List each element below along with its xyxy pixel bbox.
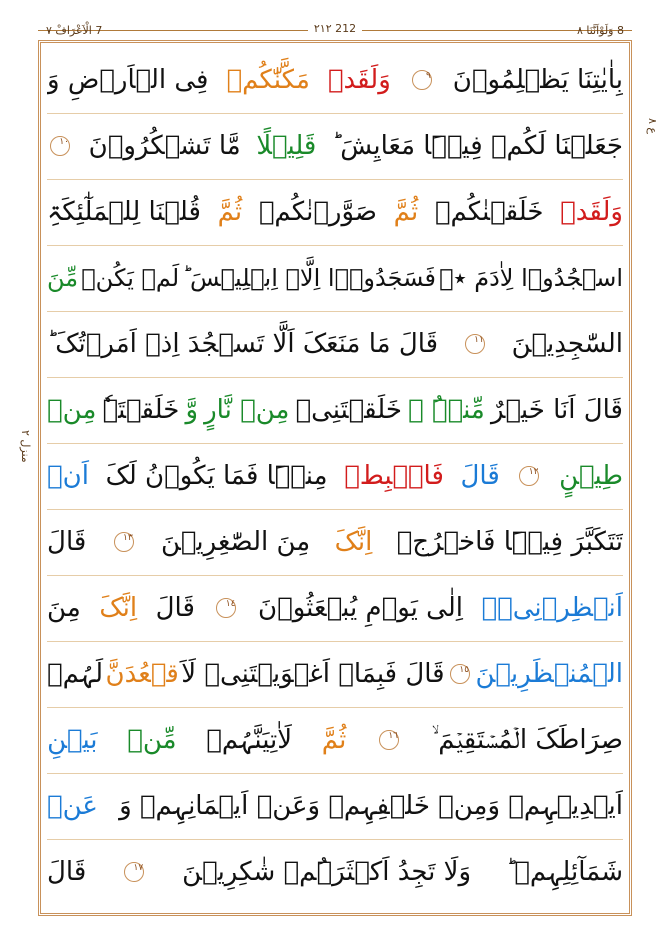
text-line bbox=[47, 773, 623, 840]
text-line bbox=[47, 443, 623, 510]
verse-word: خَلَقۡنٰکُمۡ bbox=[434, 197, 544, 227]
verse-word: لَہُمۡ bbox=[47, 659, 104, 689]
verse-word: وَلَقَدۡ bbox=[560, 197, 623, 227]
verse-word: لَاٰتِیَنَّہُمۡ bbox=[206, 725, 293, 755]
ayah-number-marker: ١٣ bbox=[114, 532, 134, 552]
quran-text-frame bbox=[38, 40, 632, 916]
verse-word: قَلِیۡلًا bbox=[256, 131, 317, 161]
verse-word: بِاٰیٰتِنَا یَظۡلِمُوۡنَ bbox=[452, 65, 623, 95]
verse-word: الۡمُنۡظَرِیۡنَ bbox=[475, 659, 623, 689]
verse-word: مِنۡ نَّارٍ bbox=[204, 395, 290, 425]
verse-word: تَتَکَبَّرَ فِیۡہَا فَاخۡرُجۡ bbox=[396, 527, 623, 557]
verse-word: اَنۡظِرۡنِیۡۤ bbox=[481, 593, 623, 623]
ayah-number-marker: ١٢ bbox=[519, 466, 539, 486]
verse-word: اَیۡدِیۡہِمۡ وَمِنۡ خَلۡفِہِمۡ وَعَنۡ اَیۡمَانِہِمۡ وَ bbox=[119, 791, 623, 821]
text-line bbox=[47, 839, 623, 905]
verse-word: بَیۡنِ bbox=[47, 725, 98, 755]
manzil-marker: منزل ۲ bbox=[19, 430, 32, 463]
verse-word: قَالَ فَبِمَاۤ اَغۡوَیۡتَنِیۡ لَاَ bbox=[181, 659, 445, 689]
ayah-number-marker: ٩ bbox=[412, 70, 432, 90]
verse-word: مِنَ bbox=[47, 593, 81, 623]
verse-word: فِی الۡاَرۡضِ وَ bbox=[47, 65, 209, 95]
verse-word: مِنۡہَا فَمَا یَکُوۡنُ لَکَ bbox=[105, 461, 328, 491]
verse-word: وَلَا تَجِدُ اَکۡثَرَہُمۡ شٰکِرِیۡنَ bbox=[182, 857, 472, 887]
verse-word: مِّنۡہُ ۚ bbox=[408, 395, 485, 425]
verse-word: مِنَ الصّٰغِرِیۡنَ bbox=[161, 527, 311, 557]
verse-word: اِنَّکَ bbox=[334, 527, 373, 557]
page-header bbox=[38, 22, 632, 40]
text-line bbox=[47, 509, 623, 576]
verse-word: صِرَاطَکَ الۡمُسۡتَقِیۡمَ ۙ bbox=[431, 724, 623, 755]
verse-word: فَسَجَدُوۡۤا اِلَّاۤ اِبۡلِیۡسَ ؕ bbox=[182, 264, 436, 292]
verse-word: ثُمَّ bbox=[321, 725, 347, 755]
verse-word: قُلۡنَا لِلۡمَلٰٓئِکَۃِ bbox=[47, 197, 201, 227]
text-line bbox=[47, 113, 623, 180]
ruku-marker: ع ۸ bbox=[646, 118, 659, 134]
verse-word: وَلَقَدۡ bbox=[327, 65, 391, 95]
verse-word: ثُمَّ bbox=[217, 197, 243, 227]
verse-word: فَاہۡبِطۡ bbox=[344, 461, 444, 491]
verse-word: شَمَآئِلِہِمۡ ؕ bbox=[506, 857, 623, 887]
verse-word: اِلٰی یَوۡمِ یُبۡعَثُوۡنَ bbox=[258, 593, 463, 623]
verse-word: مِنۡ bbox=[47, 395, 97, 425]
verse-word: طِیۡنٍ bbox=[559, 461, 623, 491]
ayah-number-marker: ١٠ bbox=[50, 136, 70, 156]
juz-name: 8 وَلَوْاَنَّنَا ٨ bbox=[576, 24, 624, 37]
verse-word: خَلَقۡتَہٗ bbox=[102, 395, 180, 425]
verse-word: اسۡجُدُوۡا لِاٰدَمَ ٭ۖ bbox=[439, 264, 623, 292]
ayah-number-marker: ١٦ bbox=[379, 730, 399, 750]
text-line bbox=[47, 179, 623, 246]
text-line bbox=[47, 641, 623, 708]
verse-word: قَالَ اَنَا خَیۡرٌ bbox=[490, 395, 623, 425]
text-line bbox=[47, 245, 623, 312]
ayah-number-marker: ١٤ bbox=[216, 598, 236, 618]
verse-word: لَمۡ یَکُنۡ bbox=[81, 264, 180, 292]
verse-word: السّٰجِدِیۡنَ bbox=[511, 329, 623, 359]
verse-word: جَعَلۡنَا لَکُمۡ فِیۡہَا مَعَایِشَ ؕ bbox=[331, 131, 623, 161]
verse-word: صَوَّرۡنٰکُمۡ bbox=[258, 197, 377, 227]
surah-name: 7 الْاَعْرَافْ ٧ bbox=[46, 24, 103, 37]
page-number: ۲۱۲ 212 bbox=[38, 22, 632, 35]
verse-word: قَالَ bbox=[155, 593, 195, 623]
verse-word: عَنۡ bbox=[47, 791, 98, 821]
ayah-number-marker: ١٧ bbox=[124, 862, 144, 882]
verse-word: قَالَ مَا مَنَعَکَ اَلَّا تَسۡجُدَ اِذۡ اَمَرۡتُکَ ؕ bbox=[47, 329, 439, 359]
verse-word: اِنَّکَ bbox=[99, 593, 138, 623]
text-line bbox=[47, 707, 623, 774]
text-line bbox=[47, 575, 623, 642]
verse-word: قَالَ bbox=[47, 527, 87, 557]
verse-word: مِّنۡ bbox=[127, 725, 177, 755]
verse-word: قَالَ bbox=[460, 461, 500, 491]
verse-word: مَکَّنّٰکُمۡ bbox=[226, 65, 310, 95]
ayah-number-marker: ١١ bbox=[465, 334, 485, 354]
verse-word: ثُمَّ bbox=[393, 197, 419, 227]
text-line bbox=[47, 311, 623, 378]
text-line bbox=[47, 47, 623, 114]
text-line bbox=[47, 377, 623, 444]
verse-word: مِّنَ bbox=[47, 264, 79, 292]
ayah-number-marker: ١٥ bbox=[450, 664, 470, 684]
verse-word: قۡعُدَنَّ bbox=[105, 659, 179, 689]
verse-word: مَّا تَشۡکُرُوۡنَ bbox=[88, 131, 241, 161]
verse-word: اَنۡ bbox=[47, 461, 89, 491]
verse-word: قَالَ bbox=[47, 857, 87, 887]
verse-word: وَّ bbox=[185, 395, 199, 425]
verse-word: خَلَقۡتَنِیۡ bbox=[295, 395, 402, 425]
